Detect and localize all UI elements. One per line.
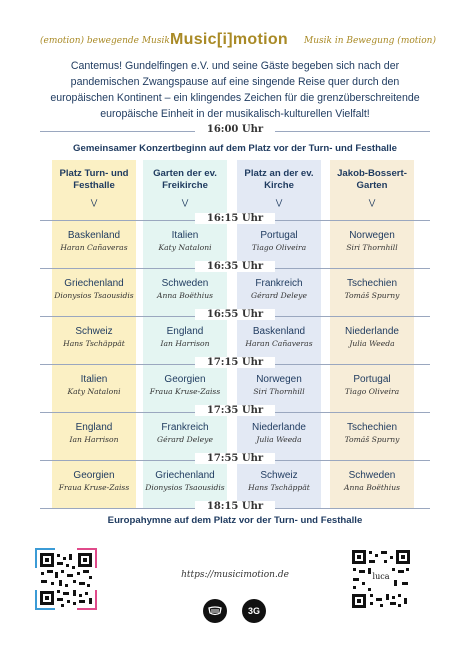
artist-name: Dionysios Tsaousidis <box>145 483 225 492</box>
artist-name: Fraua Kruse-Zaiss <box>58 483 130 492</box>
artist-name: Siri Thornhill <box>253 387 305 396</box>
country-name: Georgien <box>73 470 115 481</box>
venue-header: Platz Turn- und Festhalle <box>59 168 129 191</box>
country-name: Frankreich <box>161 422 209 433</box>
country-name: Italien <box>80 374 108 385</box>
performance-cell <box>140 374 230 397</box>
performance-cell <box>327 326 417 349</box>
chevron-down-icon: ⋁ <box>368 198 376 207</box>
performance-cell <box>234 326 324 349</box>
country-name: Schweiz <box>260 470 298 481</box>
end-time: 18:15 Uhr <box>195 501 275 512</box>
qr-code-luca[interactable] <box>350 548 412 610</box>
slot-time: 16:55 Uhr <box>195 309 275 320</box>
chevron-down-icon: ⋁ <box>90 198 98 207</box>
performance-cell <box>327 374 417 397</box>
country-name: Baskenland <box>252 326 306 337</box>
country-name: England <box>166 326 204 337</box>
performance-cell <box>234 278 324 301</box>
website-link[interactable]: https://musicimotion.de <box>181 570 289 580</box>
country-name: Norwegen <box>256 374 302 385</box>
venue-header: Jakob-Bossert-Garten <box>337 168 407 191</box>
venue-header: Garten der ev. Freikirche <box>153 168 217 191</box>
start-time: 16:00 Uhr <box>195 124 275 135</box>
artist-name: Dionysios Tsaousidis <box>54 291 134 300</box>
artist-name: Katy Nataloni <box>67 387 121 396</box>
performance-cell <box>140 326 230 349</box>
performance-cell <box>327 470 417 493</box>
artist-name: Anna Boëthius <box>156 291 213 300</box>
mask-icon <box>203 599 227 623</box>
performance-cell <box>140 422 230 445</box>
country-name: Schweiz <box>75 326 113 337</box>
artist-name: Hans Tschäppät <box>248 483 310 492</box>
artist-name: Julia Weeda <box>349 339 395 348</box>
performance-cell <box>234 470 324 493</box>
performance-cell <box>327 422 417 445</box>
country-name: Griechenland <box>155 470 215 481</box>
artist-name: Katy Nataloni <box>158 243 212 252</box>
chevron-down-icon: ⋁ <box>275 198 283 207</box>
country-name: Tschechien <box>346 278 398 289</box>
country-name: Griechenland <box>64 278 124 289</box>
chevron-down-icon: ⋁ <box>181 198 189 207</box>
performance-cell <box>49 422 139 445</box>
artist-name: Siri Thornhill <box>346 243 398 252</box>
artist-name: Julia Weeda <box>256 435 302 444</box>
performance-cell <box>49 326 139 349</box>
performance-cell <box>234 422 324 445</box>
artist-name: Haran Cañaveras <box>245 339 313 348</box>
artist-name: Anna Boëthius <box>343 483 400 492</box>
slot-time: 17:55 Uhr <box>195 453 275 464</box>
luca-label: luca <box>372 572 390 581</box>
qr-code-left[interactable] <box>35 548 97 610</box>
brand-logo: Music[i]motion <box>170 31 288 48</box>
slot-time: 17:35 Uhr <box>195 405 275 416</box>
tagline-left: (emotion) bewegende Musik <box>40 36 170 46</box>
country-name: Norwegen <box>349 230 395 241</box>
performance-cell <box>49 278 139 301</box>
performance-cell <box>140 230 230 253</box>
artist-name: Hans Tschäppät <box>63 339 125 348</box>
slot-time: 17:15 Uhr <box>195 357 275 368</box>
performance-cell <box>49 470 139 493</box>
artist-name: Ian Harrison <box>69 435 119 444</box>
tagline-right: Musik in Bewegung (motion) <box>304 36 436 46</box>
slot-time: 16:35 Uhr <box>195 261 275 272</box>
country-name: Baskenland <box>67 230 121 241</box>
country-name: Frankreich <box>255 278 303 289</box>
slot-time: 16:15 Uhr <box>195 213 275 224</box>
country-name: Niederlande <box>345 326 399 337</box>
performance-cell <box>140 278 230 301</box>
performance-cell <box>140 470 230 493</box>
performance-cell <box>327 230 417 253</box>
performance-cell <box>327 278 417 301</box>
artist-name: Ian Harrison <box>160 339 210 348</box>
country-name: Georgien <box>164 374 206 385</box>
country-name: Italien <box>171 230 199 241</box>
start-title: Gemeinsamer Konzertbeginn auf dem Platz vor der Turn- und Festhalle <box>73 143 397 154</box>
country-name: Tschechien <box>346 422 398 433</box>
artist-name: Haran Cañaveras <box>60 243 128 252</box>
artist-name: Fraua Kruse-Zaiss <box>149 387 221 396</box>
artist-name: Tomáš Spurny <box>344 435 400 444</box>
performance-cell <box>49 230 139 253</box>
artist-name: Tiago Oliveira <box>344 387 400 396</box>
artist-name: Gérard Deleye <box>251 291 307 300</box>
venue-header: Platz an der ev. Kirche <box>244 168 314 191</box>
performance-cell <box>234 374 324 397</box>
country-name: Schweden <box>348 470 396 481</box>
performance-cell <box>234 230 324 253</box>
3g-badge: 3G <box>242 599 266 623</box>
country-name: Portugal <box>353 374 391 385</box>
country-name: Schweden <box>161 278 209 289</box>
country-name: Portugal <box>260 230 298 241</box>
country-name: Niederlande <box>252 422 306 433</box>
intro-text: Cantemus! Gundelfingen e.V. und seine Gäste begeben sich nach der pandemischen Zwangspause auf eine singende Reise quer durch den europäischen Kontinent – ein klingendes Zeichen für die grenzüberschreitende europäische Einheit in der musikalisch-kulturellen Vielfalt! <box>50 60 420 120</box>
performance-cell <box>49 374 139 397</box>
artist-name: Gérard Deleye <box>157 435 213 444</box>
artist-name: Tomáš Spurny <box>344 291 400 300</box>
country-name: England <box>75 422 113 433</box>
artist-name: Tiago Oliveira <box>251 243 307 252</box>
end-title: Europahymne auf dem Platz vor der Turn- und Festhalle <box>107 515 363 526</box>
